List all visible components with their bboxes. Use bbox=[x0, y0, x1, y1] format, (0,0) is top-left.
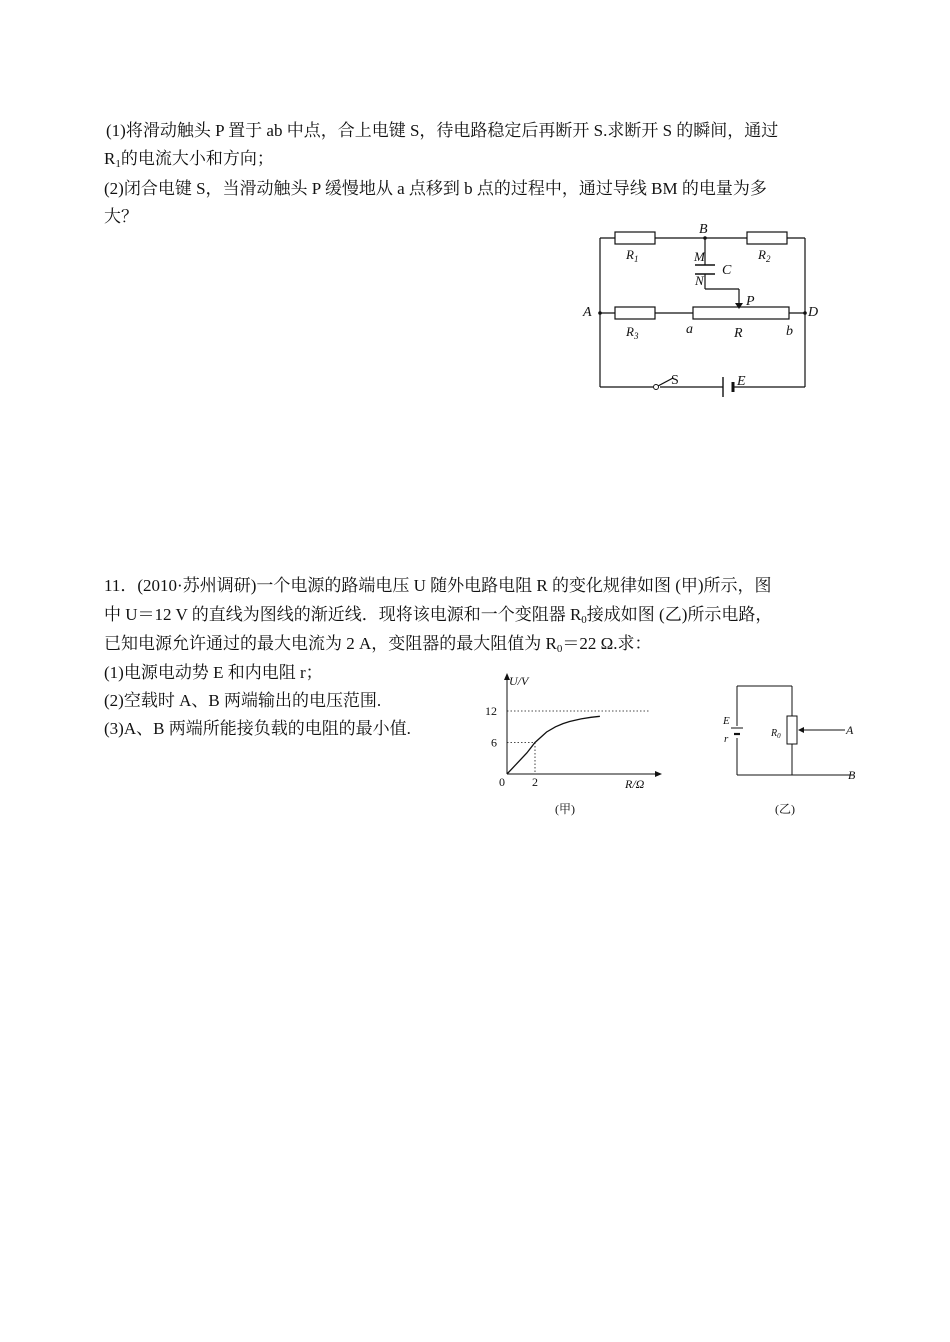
label-m: M bbox=[694, 249, 705, 264]
y-tick-12: 12 bbox=[485, 704, 497, 718]
rheostat-r bbox=[693, 307, 789, 319]
circuit-diagram-q10 bbox=[575, 215, 835, 400]
resistor-r1 bbox=[615, 232, 655, 244]
label-r3: $R_3$ bbox=[626, 324, 639, 341]
q11-line3-post: ＝22 Ω.求： bbox=[562, 634, 652, 653]
x-axis-label: R/Ω bbox=[625, 777, 645, 791]
q10-part1-tail: 的电流大小和方向； bbox=[120, 149, 274, 168]
switch-contact bbox=[654, 385, 659, 390]
circuit-diagram-q11 bbox=[715, 680, 865, 820]
label-b-end: b bbox=[786, 324, 793, 339]
q11-line3 bbox=[104, 631, 652, 657]
label-d-node: D bbox=[808, 305, 819, 320]
graph-caption: (甲) bbox=[555, 802, 575, 816]
slider-arrow-2 bbox=[798, 727, 804, 733]
label-r2: $R_2$ bbox=[758, 247, 771, 264]
label-b: B bbox=[699, 222, 708, 237]
u-r-graph bbox=[475, 668, 670, 818]
y-axis-label: U/V bbox=[509, 674, 529, 688]
q11-line2 bbox=[104, 602, 772, 628]
label-a-node: A bbox=[583, 305, 592, 320]
label-c: C bbox=[722, 263, 732, 278]
q11-sub1: (1)电源电动势 E 和内电阻 r； bbox=[104, 663, 323, 682]
q11-line2-pre: 中 U＝12 V 的直线为图线的渐近线．现将该电源和一个变阻器 R bbox=[104, 605, 582, 624]
label-r-internal: r bbox=[724, 733, 729, 745]
label-a-terminal: A bbox=[846, 723, 854, 737]
label-r: R bbox=[734, 326, 743, 341]
label-b-terminal: B bbox=[848, 768, 856, 782]
x-tick-0: 0 bbox=[499, 775, 505, 789]
q10-r1-label: R bbox=[104, 149, 116, 168]
q11-line3-sub: 0 bbox=[556, 643, 563, 655]
q11-line3-pre: 已知电源允许通过的最大电流为 2 A，变阻器的最大阻值为 R bbox=[104, 634, 557, 653]
x-axis-arrow bbox=[655, 771, 662, 777]
q11-line2-post: 接成如图 (乙)所示电路， bbox=[586, 605, 773, 624]
q10-part1-line1: (1)将滑动触头 P 置于 ab 中点，合上电键 S，待电路稳定后再断开 S.求断开 S 的瞬间，通过 bbox=[106, 121, 779, 140]
label-p: P bbox=[746, 294, 755, 309]
q10-r1-sub: 1 bbox=[115, 158, 121, 170]
y-tick-6: 6 bbox=[491, 735, 497, 750]
q10-part2-line1: (2)闭合电键 S，当滑动触头 P 缓慢地从 a 点移到 b 点的过程中，通过导线 BM 的电量为多 bbox=[104, 179, 767, 198]
q11-sub3: (3)A、B 两端所能接负载的电阻的最小值. bbox=[104, 719, 411, 738]
label-n: N bbox=[695, 273, 704, 288]
x-tick-2: 2 bbox=[532, 775, 538, 789]
label-e-2: E bbox=[723, 715, 730, 727]
label-a-end: a bbox=[686, 322, 693, 337]
q10-part2-line2: 大？ bbox=[104, 207, 138, 226]
q11-sub2: (2)空载时 A、B 两端输出的电压范围. bbox=[104, 691, 382, 710]
q10-part1-line2 bbox=[104, 146, 274, 172]
q11-line1: 11．(2010·苏州调研)一个电源的路端电压 U 随外电路电阻 R 的变化规律如图 (甲)所示，图 bbox=[104, 576, 772, 595]
resistor-r3 bbox=[615, 307, 655, 319]
label-r1: $R_1$ bbox=[626, 247, 639, 264]
circuit-caption: (乙) bbox=[775, 802, 795, 816]
q11-line2-sub: 0 bbox=[581, 614, 587, 626]
u-r-curve bbox=[507, 716, 600, 774]
label-r0: $R_0$ bbox=[771, 728, 781, 740]
resistor-r2 bbox=[747, 232, 787, 244]
label-e: E bbox=[737, 374, 746, 389]
label-s: S bbox=[671, 373, 679, 388]
rheostat-r0 bbox=[787, 716, 797, 744]
